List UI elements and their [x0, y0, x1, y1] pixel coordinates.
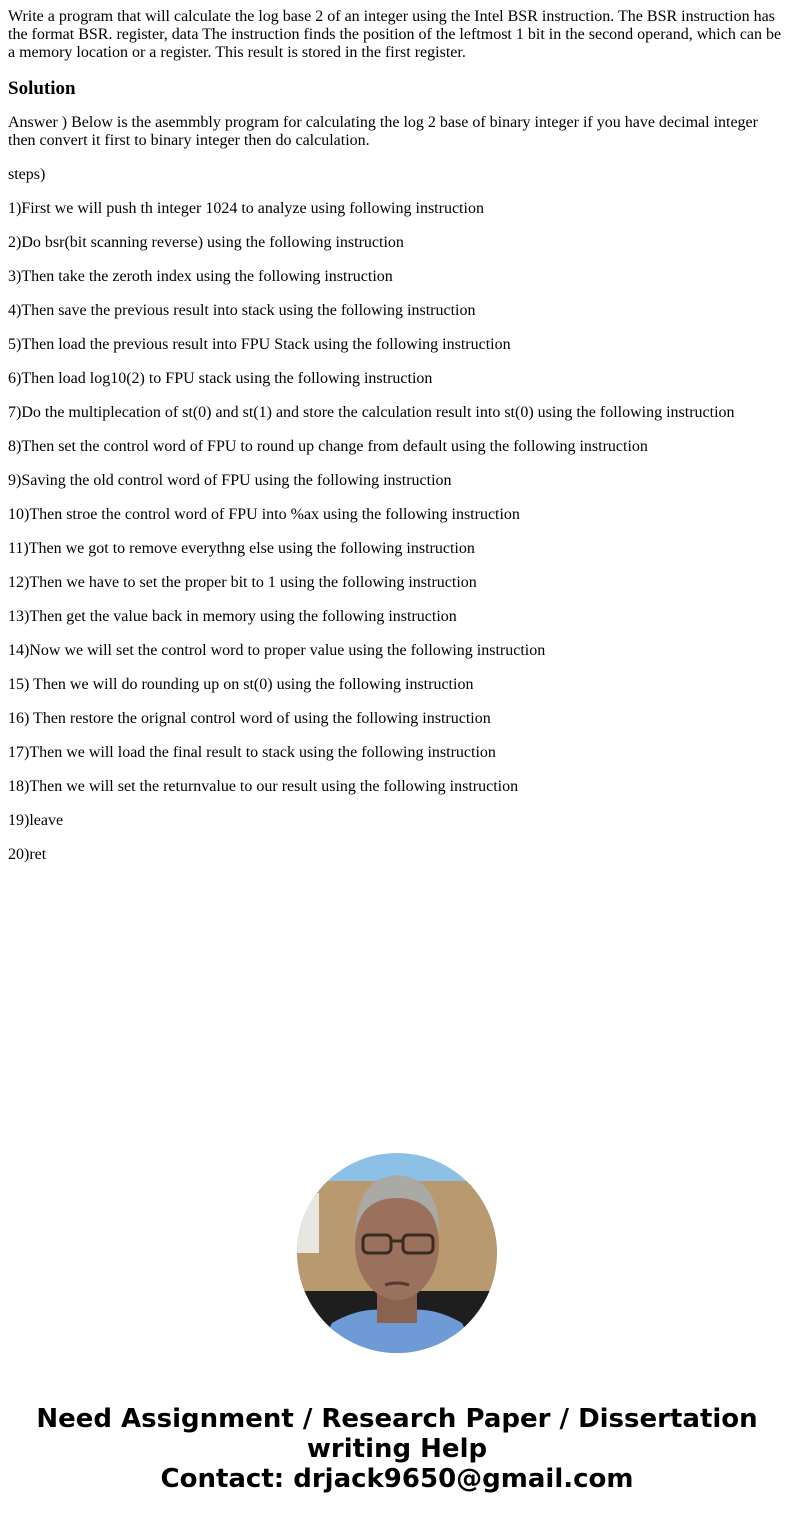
step-item: 16) Then restore the orignal control word of using the following instruction [8, 710, 491, 727]
author-photo [297, 1153, 497, 1353]
footer-promo [0, 1404, 794, 1494]
step-item: 12)Then we have to set the proper bit to 1 using the following instruction [8, 574, 477, 591]
footer-line-1: Need Assignment / Research Paper / Dissertation [36, 1404, 758, 1434]
footer-contact: Contact: drjack9650@gmail.com [160, 1464, 634, 1494]
steps-label: steps) [8, 166, 46, 183]
step-item: 19)leave [8, 812, 64, 829]
step-item: 10)Then stroe the control word of FPU into %ax using the following instruction [8, 506, 520, 523]
step-item: 6)Then load log10(2) to FPU stack using the following instruction [8, 370, 433, 387]
step-item: 4)Then save the previous result into stack using the following instruction [8, 302, 476, 319]
step-item: 13)Then get the value back in memory using the following instruction [8, 608, 457, 625]
step-item: 17)Then we will load the final result to stack using the following instruction [8, 744, 496, 761]
step-item: 15) Then we will do rounding up on st(0) using the following instruction [8, 676, 474, 693]
step-item: 8)Then set the control word of FPU to round up change from default using the following instruction [8, 438, 648, 455]
step-item: 5)Then load the previous result into FPU Stack using the following instruction [8, 336, 511, 353]
document-body [8, 8, 786, 880]
answer-intro: Answer ) Below is the asemmbly program for calculating the log 2 base of binary integer if you have decimal integer then convert it first to binary integer then do calculation. [8, 114, 758, 149]
question-text: Write a program that will calculate the log base 2 of an integer using the Intel BSR instruction. The BSR instruction has the format BSR. register, data The instruction finds the position of the leftmost 1 bit in the second operand, which can be a memory location or a register. This result is stored in the first register. [8, 8, 782, 61]
solution-heading: Solution [8, 78, 76, 99]
step-item: 7)Do the multiplecation of st(0) and st(1) and store the calculation result into st(0) using the following instruction [8, 404, 735, 421]
step-item: 2)Do bsr(bit scanning reverse) using the following instruction [8, 234, 404, 251]
step-item: 14)Now we will set the control word to proper value using the following instruction [8, 642, 546, 659]
step-item: 1)First we will push th integer 1024 to analyze using following instruction [8, 200, 484, 217]
author-avatar [297, 1153, 497, 1353]
footer-line-2: writing Help [306, 1434, 488, 1464]
step-item: 11)Then we got to remove everythng else using the following instruction [8, 540, 475, 557]
step-item: 3)Then take the zeroth index using the following instruction [8, 268, 393, 285]
step-item: 18)Then we will set the returnvalue to our result using the following instruction [8, 778, 519, 795]
step-item: 9)Saving the old control word of FPU using the following instruction [8, 472, 452, 489]
step-item: 20)ret [8, 846, 47, 863]
steps-list [8, 200, 786, 864]
